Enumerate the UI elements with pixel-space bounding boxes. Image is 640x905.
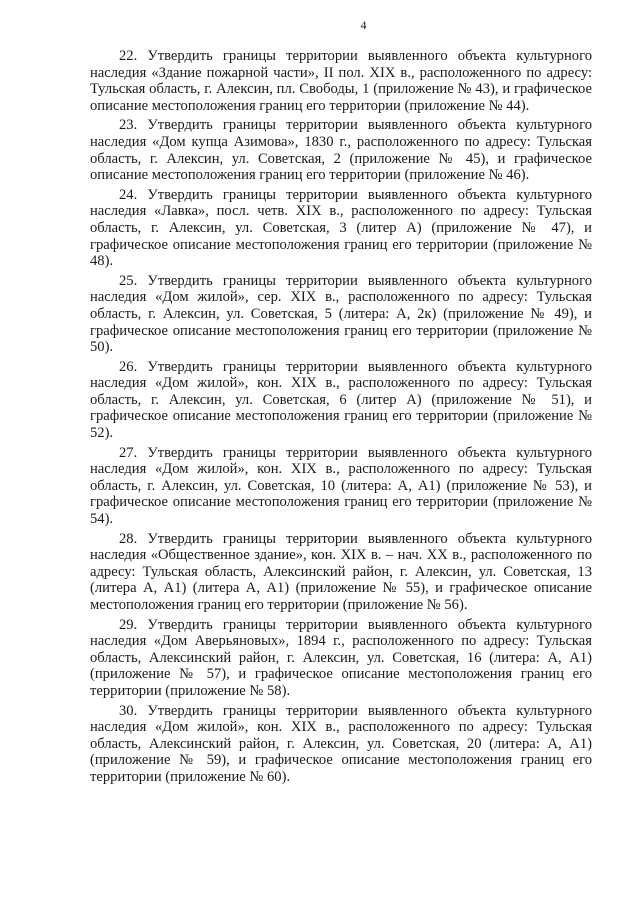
clause-26: 26. Утвердить границы территории выявленного объекта культурного наследия «Дом жилой», кон. XIX в., расположенного по адресу: Тульская область, г. Алексин, ул. Советская, 6 (литер А) (приложение № 51), и графическое описание местоположения границ его территории (приложение № 52). <box>90 358 592 442</box>
clause-30: 30. Утвердить границы территории выявленного объекта культурного наследия «Дом жилой», кон. XIX в., расположенного по адресу: Тульская область, Алексинский район, г. Алексин, ул. Советская, 20 (литера: А, А1) (приложение № 59), и графическое описание местоположения границ его территории (приложение № 60). <box>90 702 592 785</box>
clause-28: 28. Утвердить границы территории выявленного объекта культурного наследия «Общественное здание», кон. XIX в. – нач. XX в., расположенного по адресу: Тульская область, Алексинский район, г. Алексин, ул. Советская, 13 (литера А, А1) (литера А, А1) (приложение № 55), и графическое описание местоположения границ его территории (приложение № 56). <box>90 530 592 613</box>
clause-25: 25. Утвердить границы территории выявленного объекта культурного наследия «Дом жилой», сер. XIX в., расположенного по адресу: Тульская область, г. Алексин, ул. Советская, 5 (литера: А, 2к) (приложение № 49), и графическое описание местоположения границ его территории (приложение № 50). <box>90 272 592 356</box>
clause-23: 23. Утвердить границы территории выявленного объекта культурного наследия «Дом купца Азимова», 1830 г., расположенного по адресу: Тульская область, г. Алексин, ул. Советская, 2 (приложение № 45), и графическое описание местоположения границ его территории (приложение № 46). <box>90 117 592 184</box>
clause-29: 29. Утвердить границы территории выявленного объекта культурного наследия «Дом Аверьяновых», 1894 г., расположенного по адресу: Тульская область, Алексинский район, г. Алексин, ул. Советская, 16 (литера: А, А1) (приложение № 57), и графическое описание местоположения границ его территории (приложение № 58). <box>90 616 592 699</box>
page-number: 4 <box>360 18 367 32</box>
clause-27: 27. Утвердить границы территории выявленного объекта культурного наследия «Дом жилой», кон. XIX в., расположенного по адресу: Тульская область, г. Алексин, ул. Советская, 10 (литера: А, А1) (приложение № 53), и графическое описание местоположения границ его территории (приложение № 54). <box>90 444 592 528</box>
clause-24: 24. Утвердить границы территории выявленного объекта культурного наследия «Лавка», посл. четв. XIX в., расположенного по адресу: Тульская область, г. Алексин, ул. Советская, 3 (литер А) (приложение № 47), и графическое описание местоположения границ его территории (приложение № 48). <box>90 186 593 270</box>
clause-22: 22. Утвердить границы территории выявленного объекта культурного наследия «Здание пожарной части», II пол. XIX в., расположенного по адресу: Тульская область, г. Алексин, пл. Свободы, 1 (приложение № 43), и графическое описание местоположения границ его территории (приложение № 44). <box>90 48 592 114</box>
